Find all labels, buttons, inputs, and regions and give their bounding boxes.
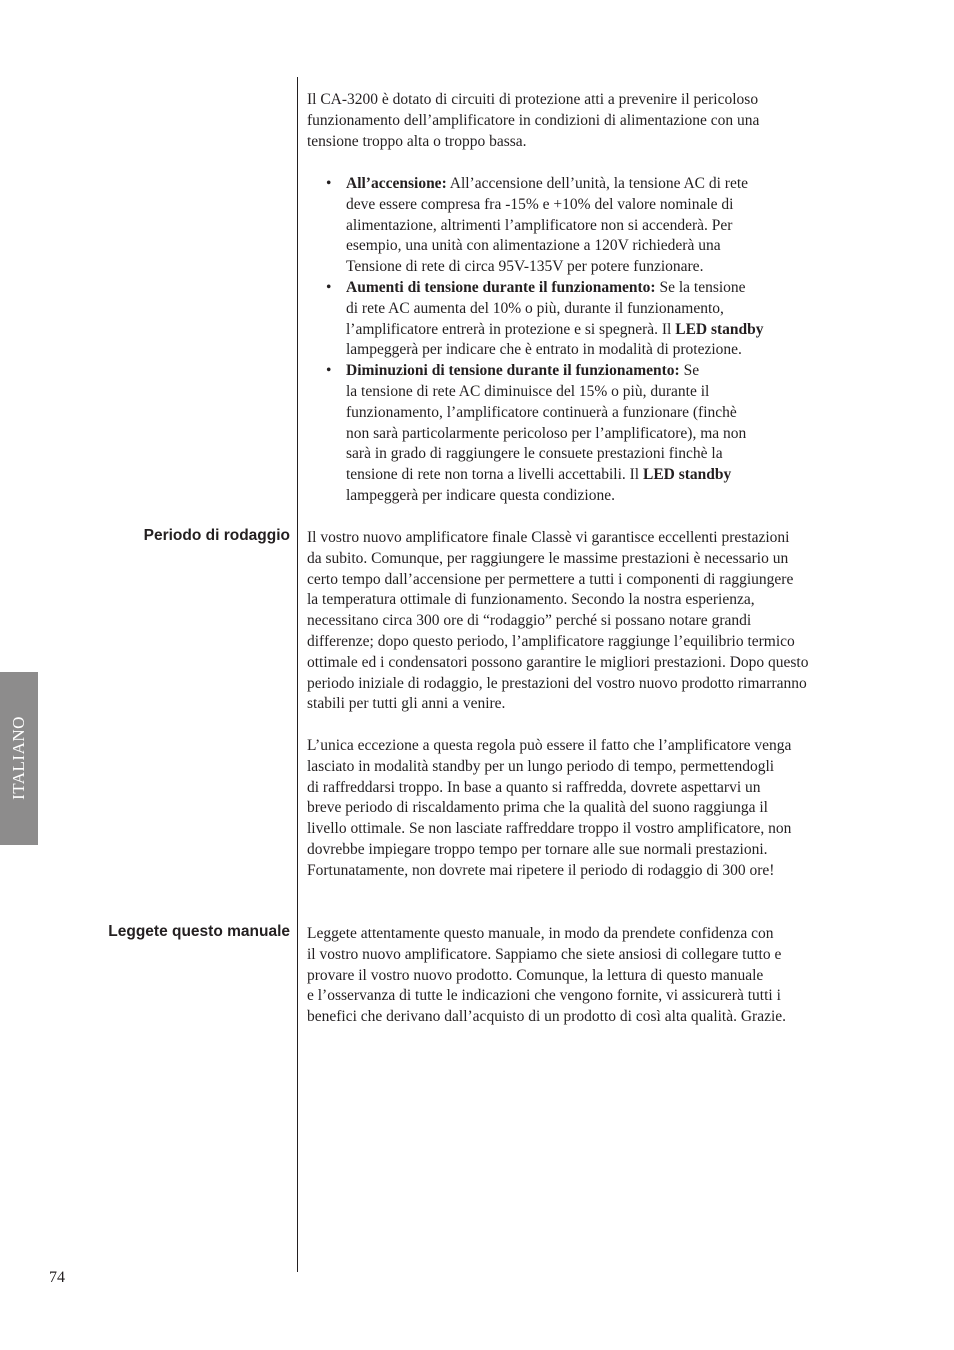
intro-paragraph [307,90,867,152]
text-line: la tensione di rete AC diminuisce del 15% o più, durante il [346,382,710,400]
text-line: di rete AC aumenta del 10% o più, durante il funzionamento, [346,299,724,317]
bullet-title: Aumenti di tensione durante il funzionamento: [346,278,656,296]
text-line: necessitano circa 300 ore di “rodaggio” perché si possano notare grandi [307,612,752,630]
bullet-title: All’accensione: [346,175,447,192]
text-span: All’accensione dell’unità, la tensione AC di rete [446,175,749,192]
text-line: L’unica eccezione a questa regola può essere il fatto che l’amplificatore venga [307,737,792,754]
text-line: differenze; dopo questo periodo, l’amplificatore raggiunge l’equilibrio termico [307,632,795,650]
text-line: tensione troppo alta o troppo bassa. [307,132,527,150]
text-line: benefici che derivano dall’acquisto di un prodotto di così alta qualità. Grazie. [307,1008,787,1026]
text-line [346,320,845,341]
text-line: Leggete attentamente questo manuale, in modo da prendete confidenza con [307,925,774,942]
text-line: funzionamento dell’amplificatore in condizioni di alimentazione con una [307,111,760,129]
text-line: alimentazione, altrimenti l’amplificatore non si accenderà. Per [346,216,733,234]
text-line: ottimale ed i condensatori possono garantire le migliori prestazioni. Dopo questo [307,653,809,671]
text-line: breve periodo di riscaldamento prima che la qualità del suono raggiunga il [307,799,768,817]
text-span: l’amplificatore entrerà in protezione e si spegnerà. Il [346,320,676,338]
manuale-paragraph [307,924,867,1028]
text-line: sarà in grado di raggiungere le consuete prestazioni finchè la [346,445,723,463]
text-line: lampeggerà per indicare questa condizione. [346,486,615,504]
column-divider [297,77,298,1272]
rodaggio-paragraph-1 [307,528,867,715]
text-line: esempio, una unità con alimentazione a 120V richiederà una [346,237,721,255]
text-line: la temperatura ottimale di funzionamento. Secondo la nostra esperienza, [307,591,755,609]
text-line [346,278,845,299]
text-span: tensione di rete non torna a livelli accettabili. Il [346,466,643,484]
text-line: lasciato in modalità standby per un lungo periodo di tempo, permettendogli [307,757,775,775]
text-line: stabili per tutti gli anni a venire. [307,695,506,713]
text-line: di raffreddarsi troppo. In base a quanto si raffredda, dovrete aspettarvi un [307,778,761,796]
text-line: e l’osservanza di tutte le indicazioni che vengono fornite, vi assicurerà tutti i [307,987,781,1005]
text-line [346,361,845,382]
bullet-icon: • [326,278,332,296]
text-line: dovrebbe impiegare troppo tempo per tornare alle sue normali prestazioni. [307,840,768,858]
text-line: lampeggerà per indicare che è entrato in modalità di protezione. [346,341,742,359]
text-line: certo tempo dall’accensione per permettere a tutti i componenti di raggiungere [307,570,794,588]
language-side-tab [0,672,38,845]
text-line: deve essere compresa fra -15% e +10% del valore nominale di [346,195,734,213]
bullet-item-power-on [325,174,845,278]
rodaggio-paragraph-2 [307,736,867,882]
text-line [346,174,845,195]
text-line: il vostro nuovo amplificatore. Sappiamo che siete ansiosi di collegare tutto e [307,945,782,963]
section-heading-manuale: Leggete questo manuale [108,923,290,940]
text-line: non sarà particolarmente pericoloso per l’amplificatore), ma non [346,424,747,442]
page-number: 74 [49,1269,65,1286]
bullet-item-undervoltage [325,361,845,507]
language-tab-label: ITALIANO [9,716,28,800]
bullet-icon: • [326,175,332,192]
text-line: provare il vostro nuovo prodotto. Comunque, la lettura di questo manuale [307,966,764,984]
text-line: periodo iniziale di rodaggio, le prestazioni del vostro nuovo prodotto rimarranno [307,674,807,692]
text-line: da subito. Comunque, per raggiungere le massime prestazioni è necessario un [307,549,789,567]
text-span: Se la tensione [655,278,746,296]
bullet-title: Diminuzioni di tensione durante il funzionamento: [346,362,680,380]
led-standby-label: LED standby [675,320,764,338]
led-standby-label: LED standby [642,466,732,484]
bullet-item-overvoltage [325,278,845,361]
bullet-icon: • [326,362,332,380]
text-span: Se [679,362,700,380]
text-line [346,465,845,486]
text-line: Fortunatamente, non dovrete mai ripetere il periodo di rodaggio di 300 ore! [307,861,775,879]
text-line: Il CA-3200 è dotato di circuiti di protezione atti a prevenire il pericoloso [307,91,759,108]
text-line: funzionamento, l’amplificatore continuerà a funzionare (finchè [346,403,737,421]
section-heading-rodaggio: Periodo di rodaggio [143,527,290,544]
text-line: Tensione di rete di circa 95V-135V per potere funzionare. [346,258,704,276]
text-line: Il vostro nuovo amplificatore finale Classè vi garantisce eccellenti prestazioni [307,529,790,546]
protection-bullet-list [325,174,845,507]
text-line: livello ottimale. Se non lasciate raffreddare troppo il vostro amplificatore, non [307,820,792,838]
